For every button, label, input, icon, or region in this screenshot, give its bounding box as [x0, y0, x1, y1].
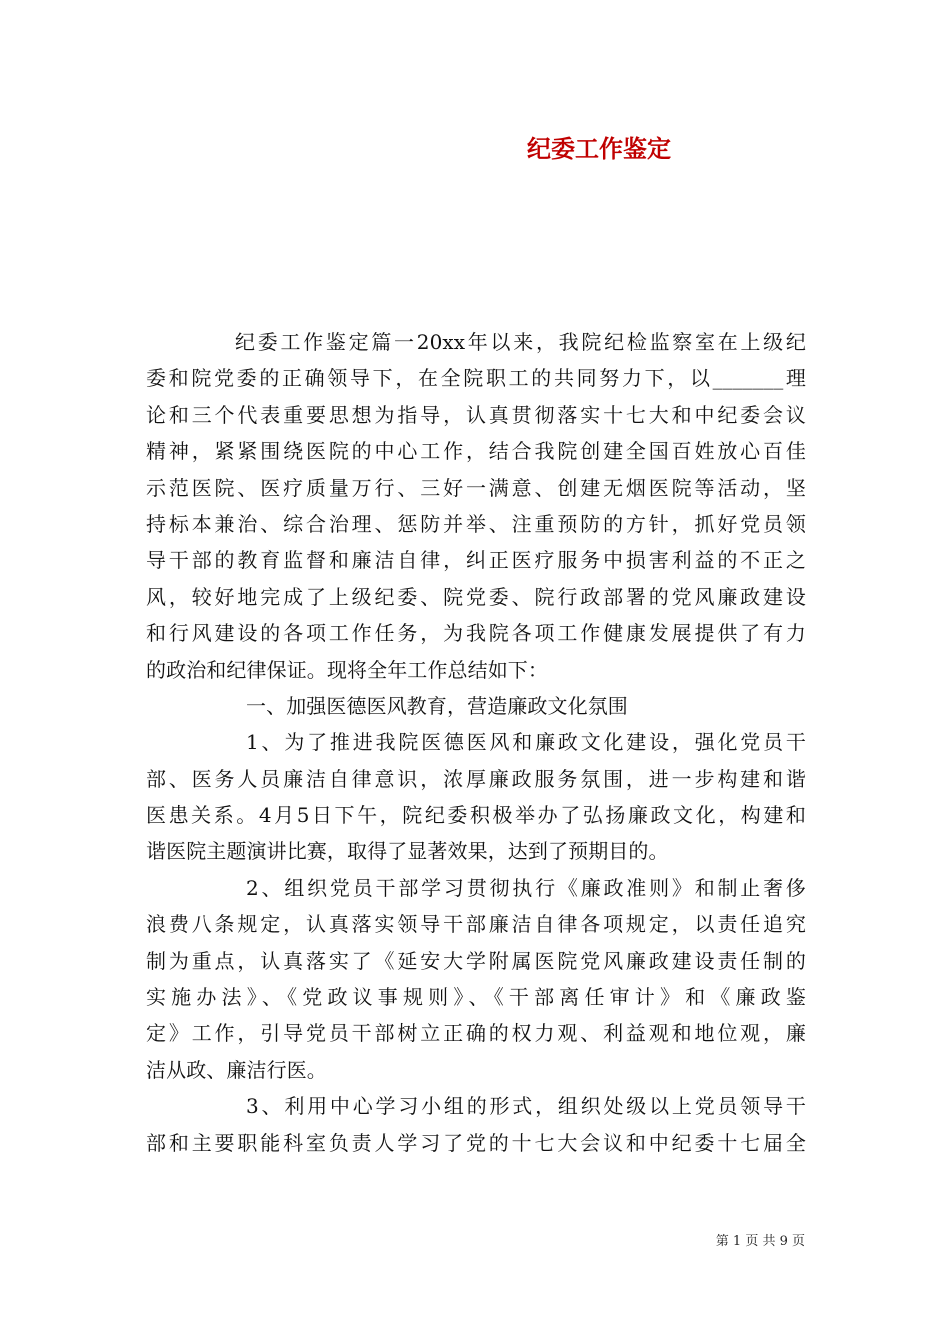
section-heading: 一、加强医德医风教育，营造廉政文化氛围	[246, 693, 628, 718]
body-line: 1、为了推进我院医德医风和廉政文化建设，强化党员干	[246, 730, 806, 755]
body-line: 持标本兼治、综合治理、惩防并举、注重预防的方针，抓好党员领	[146, 511, 806, 536]
body-line: 部、医务人员廉洁自律意识，浓厚廉政服务氛围，进一步构建和谐	[146, 766, 806, 791]
body-line: 浪费八条规定，认真落实领导干部廉洁自律各项规定，以责任追究	[146, 912, 806, 937]
body-line: 和行风建设的各项工作任务，为我院各项工作健康发展提供了有力	[146, 621, 806, 646]
body-line: 委和院党委的正确领导下，在全院职工的共同努力下，以_______理	[146, 366, 806, 391]
body-line: 制为重点，认真落实了《延安大学附属医院党风廉政建设责任制的	[146, 948, 806, 973]
body-line: 3、利用中心学习小组的形式，组织处级以上党员领导干	[246, 1094, 806, 1119]
body-line: 部和主要职能科室负责人学习了党的十七大会议和中纪委十七届全	[146, 1130, 806, 1155]
page-number-footer: 第 1 页 共 9 页	[715, 1234, 805, 1249]
body-line: 精神，紧紧围绕医院的中心工作，结合我院创建全国百姓放心百佳	[146, 439, 806, 464]
body-line: 洁从政、廉洁行医。	[146, 1057, 327, 1082]
document-body	[146, 324, 806, 1161]
body-line: 的政治和纪律保证。现将全年工作总结如下：	[146, 657, 548, 682]
body-line: 论和三个代表重要思想为指导，认真贯彻落实十七大和中纪委会议	[146, 402, 806, 427]
body-line: 示范医院、医疗质量万行、三好一满意、创建无烟医院等活动，坚	[146, 475, 806, 500]
document-title: 纪委工作鉴定	[527, 135, 671, 163]
body-line: 定》工作，引导党员干部树立正确的权力观、利益观和地位观，廉	[146, 1021, 806, 1046]
body-line: 2、组织党员干部学习贯彻执行《廉政准则》和制止奢侈	[246, 875, 806, 900]
body-line: 风，较好地完成了上级纪委、院党委、院行政部署的党风廉政建设	[146, 584, 806, 609]
body-line: 谐医院主题演讲比赛，取得了显著效果，达到了预期目的。	[146, 839, 669, 864]
body-line: 纪委工作鉴定篇一20xx年以来，我院纪检监察室在上级纪	[235, 330, 806, 354]
body-line: 实施办法》、《党政议事规则》、《干部离任审计》和《廉政鉴	[146, 985, 806, 1010]
body-line: 医患关系。4月5日下午，院纪委积极举办了弘扬廉政文化，构建和	[146, 803, 806, 828]
body-line: 导干部的教育监督和廉洁自律，纠正医疗服务中损害利益的不正之	[146, 548, 806, 573]
